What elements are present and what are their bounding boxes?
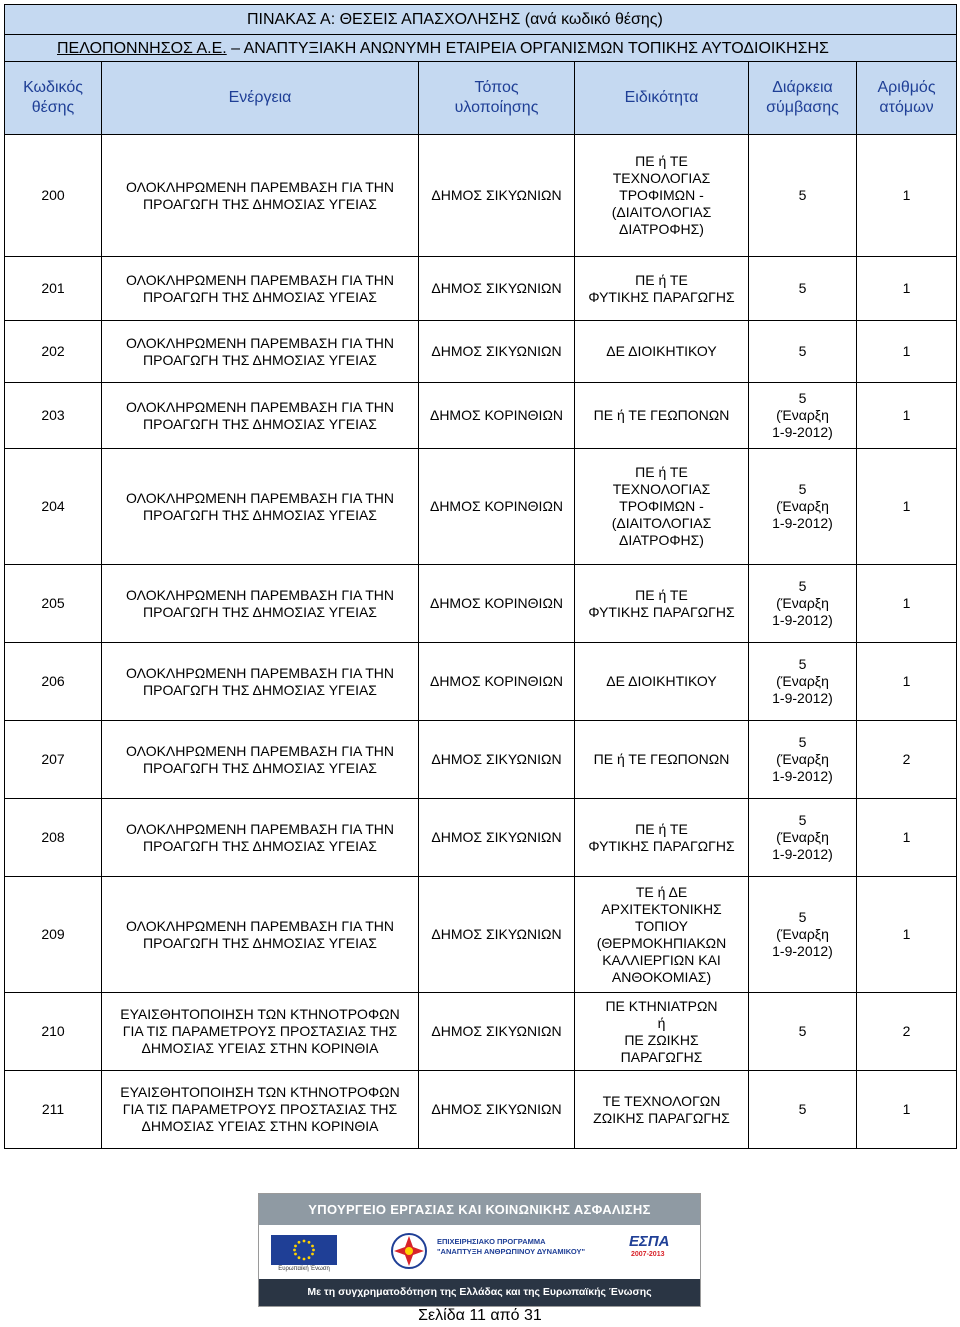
cell-place: ΔΗΜΟΣ ΚΟΡΙΝΘΙΩΝ	[419, 383, 575, 449]
cell-code: 207	[5, 721, 102, 799]
cell-specialty: ΤΕ ΤΕΧΝΟΛΟΓΩΝ ΖΩΙΚΗΣ ΠΑΡΑΓΩΓΗΣ	[575, 1071, 749, 1149]
cell-code: 210	[5, 993, 102, 1071]
table-row	[5, 257, 957, 321]
cell-specialty: ΠΕ ή ΤΕ ΦΥΤΙΚΗΣ ΠΑΡΑΓΩΓΗΣ	[575, 565, 749, 643]
header-persons: Αριθμός ατόμων	[857, 62, 957, 135]
cell-activity: ΟΛΟΚΛΗΡΩΜΕΝΗ ΠΑΡΕΜΒΑΣΗ ΓΙΑ ΤΗΝ ΠΡΟΑΓΩΓΗ ΤΗΣ ΔΗΜΟΣΙΑΣ ΥΓΕΙΑΣ	[102, 643, 419, 721]
subtitle-description: – ΑΝΑΠΤΥΞΙΑΚΗ ΑΝΩΝΥΜΗ ΕΤΑΙΡΕΙΑ ΟΡΓΑΝΙΣΜΩΝ ΤΟΠΙΚΗΣ ΑΥΤΟΔΙΟΙΚΗΣΗΣ	[226, 39, 829, 57]
cell-place: ΔΗΜΟΣ ΣΙΚΥΩΝΙΩΝ	[419, 721, 575, 799]
espa-logo	[629, 1233, 685, 1267]
programme-logo-icon	[389, 1231, 429, 1271]
cofinancing-banner	[258, 1193, 701, 1307]
cell-duration: 5 (Έναρξη 1-9-2012)	[749, 643, 857, 721]
table-row	[5, 1071, 957, 1149]
header-specialty: Ειδικότητα	[575, 62, 749, 135]
header-activity: Ενέργεια	[102, 62, 419, 135]
cell-place: ΔΗΜΟΣ ΣΙΚΥΩΝΙΩΝ	[419, 877, 575, 993]
cell-place: ΔΗΜΟΣ ΣΙΚΥΩΝΙΩΝ	[419, 321, 575, 383]
cell-activity: ΟΛΟΚΛΗΡΩΜΕΝΗ ΠΑΡΕΜΒΑΣΗ ΓΙΑ ΤΗΝ ΠΡΟΑΓΩΓΗ ΤΗΣ ΔΗΜΟΣΙΑΣ ΥΓΕΙΑΣ	[102, 383, 419, 449]
cell-duration: 5	[749, 135, 857, 257]
table-row	[5, 565, 957, 643]
table-row	[5, 721, 957, 799]
cell-code: 203	[5, 383, 102, 449]
cell-specialty: ΠΕ ή ΤΕ ΤΕΧΝΟΛΟΓΙΑΣ ΤΡΟΦΙΜΩΝ - (ΔΙΑΙΤΟΛΟΓΙΑΣ ΔΙΑΤΡΟΦΗΣ)	[575, 135, 749, 257]
cell-persons: 1	[857, 1071, 957, 1149]
cell-duration: 5	[749, 257, 857, 321]
cell-activity: ΟΛΟΚΛΗΡΩΜΕΝΗ ΠΑΡΕΜΒΑΣΗ ΓΙΑ ΤΗΝ ΠΡΟΑΓΩΓΗ ΤΗΣ ΔΗΜΟΣΙΑΣ ΥΓΕΙΑΣ	[102, 321, 419, 383]
cell-activity: ΟΛΟΚΛΗΡΩΜΕΝΗ ΠΑΡΕΜΒΑΣΗ ΓΙΑ ΤΗΝ ΠΡΟΑΓΩΓΗ ΤΗΣ ΔΗΜΟΣΙΑΣ ΥΓΕΙΑΣ	[102, 877, 419, 993]
cofinancing-text: Με τη συγχρηματοδότηση της Ελλάδας και της Ευρωπαϊκής Ένωσης	[259, 1279, 700, 1306]
cell-persons: 2	[857, 721, 957, 799]
cell-code: 209	[5, 877, 102, 993]
logos-strip	[259, 1225, 700, 1273]
programme-name: ΕΠΙΧΕΙΡΗΣΙΑΚΟ ΠΡΟΓΡΑΜΜΑ "ΑΝΑΠΤΥΞΗ ΑΝΘΡΩΠΙΝΟΥ ΔΥΝΑΜΙΚΟΥ"	[437, 1237, 586, 1256]
cell-duration: 5 (Έναρξη 1-9-2012)	[749, 383, 857, 449]
cell-specialty: ΠΕ ή ΤΕ ΤΕΧΝΟΛΟΓΙΑΣ ΤΡΟΦΙΜΩΝ - (ΔΙΑΙΤΟΛΟΓΙΑΣ ΔΙΑΤΡΟΦΗΣ)	[575, 449, 749, 565]
cell-duration: 5 (Έναρξη 1-9-2012)	[749, 877, 857, 993]
cell-activity: ΟΛΟΚΛΗΡΩΜΕΝΗ ΠΑΡΕΜΒΑΣΗ ΓΙΑ ΤΗΝ ΠΡΟΑΓΩΓΗ ΤΗΣ ΔΗΜΟΣΙΑΣ ΥΓΕΙΑΣ	[102, 565, 419, 643]
cell-specialty: ΔΕ ΔΙΟΙΚΗΤΙΚΟΥ	[575, 321, 749, 383]
table-subtitle-row	[5, 35, 957, 62]
cell-place: ΔΗΜΟΣ ΚΟΡΙΝΘΙΩΝ	[419, 449, 575, 565]
cell-persons: 1	[857, 643, 957, 721]
page-number: Σελίδα 11 από 31	[418, 1307, 542, 1324]
cell-persons: 1	[857, 135, 957, 257]
cell-activity: ΟΛΟΚΛΗΡΩΜΕΝΗ ΠΑΡΕΜΒΑΣΗ ΓΙΑ ΤΗΝ ΠΡΟΑΓΩΓΗ ΤΗΣ ΔΗΜΟΣΙΑΣ ΥΓΕΙΑΣ	[102, 135, 419, 257]
eu-caption: Ευρωπαϊκή Ένωση	[278, 1266, 330, 1272]
table-row	[5, 643, 957, 721]
subtitle-company: ΠΕΛΟΠΟΝΝΗΣΟΣ Α.Ε.	[57, 39, 227, 57]
cell-persons: 1	[857, 877, 957, 993]
cell-duration: 5 (Έναρξη 1-9-2012)	[749, 799, 857, 877]
cell-persons: 2	[857, 993, 957, 1071]
cell-place: ΔΗΜΟΣ ΣΙΚΥΩΝΙΩΝ	[419, 257, 575, 321]
cell-place: ΔΗΜΟΣ ΣΙΚΥΩΝΙΩΝ	[419, 135, 575, 257]
cell-code: 201	[5, 257, 102, 321]
cell-activity: ΟΛΟΚΛΗΡΩΜΕΝΗ ΠΑΡΕΜΒΑΣΗ ΓΙΑ ΤΗΝ ΠΡΟΑΓΩΓΗ ΤΗΣ ΔΗΜΟΣΙΑΣ ΥΓΕΙΑΣ	[102, 799, 419, 877]
cell-activity: ΟΛΟΚΛΗΡΩΜΕΝΗ ΠΑΡΕΜΒΑΣΗ ΓΙΑ ΤΗΝ ΠΡΟΑΓΩΓΗ ΤΗΣ ΔΗΜΟΣΙΑΣ ΥΓΕΙΑΣ	[102, 449, 419, 565]
cell-persons: 1	[857, 449, 957, 565]
cell-code: 206	[5, 643, 102, 721]
cell-place: ΔΗΜΟΣ ΚΟΡΙΝΘΙΩΝ	[419, 643, 575, 721]
eu-flag-icon	[271, 1235, 337, 1265]
cell-persons: 1	[857, 799, 957, 877]
cell-persons: 1	[857, 321, 957, 383]
cell-specialty: ΠΕ ΚΤΗΝΙΑΤΡΩΝ ή ΠΕ ΖΩΙΚΗΣ ΠΑΡΑΓΩΓΗΣ	[575, 993, 749, 1071]
cell-duration: 5 (Έναρξη 1-9-2012)	[749, 721, 857, 799]
table-row	[5, 135, 957, 257]
cell-persons: 1	[857, 565, 957, 643]
cell-code: 205	[5, 565, 102, 643]
table-subtitle	[5, 35, 957, 62]
cell-code: 211	[5, 1071, 102, 1149]
cell-place: ΔΗΜΟΣ ΣΙΚΥΩΝΙΩΝ	[419, 799, 575, 877]
table-title-row	[5, 5, 957, 35]
cell-activity: ΕΥΑΙΣΘΗΤΟΠΟΙΗΣΗ ΤΩΝ ΚΤΗΝΟΤΡΟΦΩΝ ΓΙΑ ΤΙΣ ΠΑΡΑΜΕΤΡΟΥΣ ΠΡΟΣΤΑΣΙΑΣ ΤΗΣ ΔΗΜΟΣΙΑΣ ΥΓΕΙΑΣ ΣΤΗΝ ΚΟΡΙΝΘΙΑ	[102, 993, 419, 1071]
cell-activity: ΕΥΑΙΣΘΗΤΟΠΟΙΗΣΗ ΤΩΝ ΚΤΗΝΟΤΡΟΦΩΝ ΓΙΑ ΤΙΣ ΠΑΡΑΜΕΤΡΟΥΣ ΠΡΟΣΤΑΣΙΑΣ ΤΗΣ ΔΗΜΟΣΙΑΣ ΥΓΕΙΑΣ ΣΤΗΝ ΚΟΡΙΝΘΙΑ	[102, 1071, 419, 1149]
cell-activity: ΟΛΟΚΛΗΡΩΜΕΝΗ ΠΑΡΕΜΒΑΣΗ ΓΙΑ ΤΗΝ ΠΡΟΑΓΩΓΗ ΤΗΣ ΔΗΜΟΣΙΑΣ ΥΓΕΙΑΣ	[102, 721, 419, 799]
table-row	[5, 449, 957, 565]
cell-duration: 5	[749, 1071, 857, 1149]
table-row	[5, 321, 957, 383]
header-place: Τόπος υλοποίησης	[419, 62, 575, 135]
table-row	[5, 799, 957, 877]
table-title: ΠΙΝΑΚΑΣ Α: ΘΕΣΕΙΣ ΑΠΑΣΧΟΛΗΣΗΣ (ανά κωδικό θέσης)	[5, 5, 957, 35]
espa-wordmark: ΕΣΠΑ	[629, 1233, 670, 1250]
cell-persons: 1	[857, 383, 957, 449]
cell-code: 200	[5, 135, 102, 257]
header-duration: Διάρκεια σύμβασης	[749, 62, 857, 135]
cell-code: 202	[5, 321, 102, 383]
cell-place: ΔΗΜΟΣ ΣΙΚΥΩΝΙΩΝ	[419, 1071, 575, 1149]
cell-duration: 5	[749, 993, 857, 1071]
espa-years: 2007-2013	[631, 1251, 665, 1258]
table-row	[5, 877, 957, 993]
cell-activity: ΟΛΟΚΛΗΡΩΜΕΝΗ ΠΑΡΕΜΒΑΣΗ ΓΙΑ ΤΗΝ ΠΡΟΑΓΩΓΗ ΤΗΣ ΔΗΜΟΣΙΑΣ ΥΓΕΙΑΣ	[102, 257, 419, 321]
cell-persons: 1	[857, 257, 957, 321]
table-row	[5, 383, 957, 449]
cell-duration: 5	[749, 321, 857, 383]
cell-place: ΔΗΜΟΣ ΣΙΚΥΩΝΙΩΝ	[419, 993, 575, 1071]
cell-specialty: ΔΕ ΔΙΟΙΚΗΤΙΚΟΥ	[575, 643, 749, 721]
cell-code: 204	[5, 449, 102, 565]
cell-duration: 5 (Έναρξη 1-9-2012)	[749, 565, 857, 643]
cell-specialty: ΤΕ ή ΔΕ ΑΡΧΙΤΕΚΤΟΝΙΚΗΣ ΤΟΠΙΟΥ (ΘΕΡΜΟΚΗΠΙΑΚΩΝ ΚΑΛΛΙΕΡΓΙΩΝ ΚΑΙ ΑΝΘΟΚΟΜΙΑΣ)	[575, 877, 749, 993]
cell-duration: 5 (Έναρξη 1-9-2012)	[749, 449, 857, 565]
cell-specialty: ΠΕ ή ΤΕ ΓΕΩΠΟΝΩΝ	[575, 721, 749, 799]
cell-specialty: ΠΕ ή ΤΕ ΓΕΩΠΟΝΩΝ	[575, 383, 749, 449]
table-row	[5, 993, 957, 1071]
cell-place: ΔΗΜΟΣ ΚΟΡΙΝΘΙΩΝ	[419, 565, 575, 643]
header-code: Κωδικός θέσης	[5, 62, 102, 135]
positions-table	[4, 4, 957, 1149]
cell-specialty: ΠΕ ή ΤΕ ΦΥΤΙΚΗΣ ΠΑΡΑΓΩΓΗΣ	[575, 257, 749, 321]
cell-code: 208	[5, 799, 102, 877]
column-header-row	[5, 62, 957, 135]
ministry-label: ΥΠΟΥΡΓΕΙΟ ΕΡΓΑΣΙΑΣ ΚΑΙ ΚΟΙΝΩΝΙΚΗΣ ΑΣΦΑΛΙΣΗΣ	[259, 1194, 700, 1225]
cell-specialty: ΠΕ ή ΤΕ ΦΥΤΙΚΗΣ ΠΑΡΑΓΩΓΗΣ	[575, 799, 749, 877]
